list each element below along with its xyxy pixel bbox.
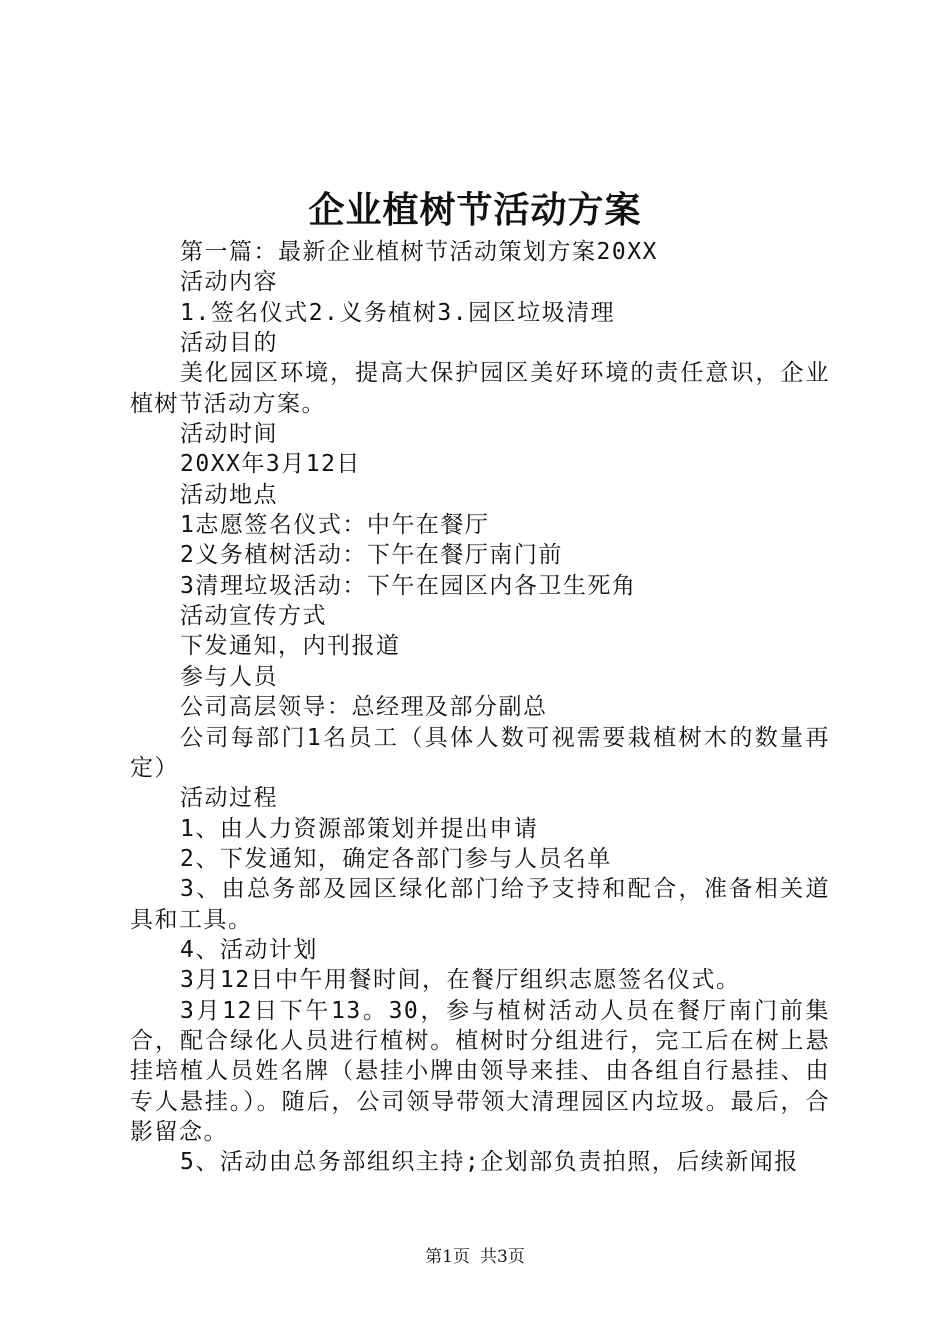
paragraph: 1志愿签名仪式：中午在餐厅 — [180, 512, 490, 539]
paragraph: 3、由总务部及园区绿化部门给予支持和配合，准备相关道具和工具。 — [130, 876, 830, 933]
paragraph: 2、下发通知，确定各部门参与人员名单 — [180, 845, 612, 872]
paragraph: 1、由人力资源部策划并提出申请 — [180, 815, 539, 842]
paragraph: 活动地点 — [180, 481, 278, 508]
paragraph: 参与人员 — [180, 663, 278, 690]
page-total: 共3页 — [480, 1247, 525, 1267]
paragraph: 1.签名仪式2.义务植树3.园区垃圾清理 — [180, 299, 616, 326]
document-title: 企业植树节活动方案 — [308, 189, 642, 231]
paragraph: 4、活动计划 — [180, 936, 318, 963]
paragraph: 美化园区环境，提高大保护园区美好环境的责任意识，企业植树节活动方案。 — [130, 360, 830, 417]
page-footer — [0, 1245, 950, 1269]
paragraph: 第一篇：最新企业植树节活动策划方案20XX — [180, 239, 658, 265]
paragraph: 公司高层领导：总经理及部分副总 — [180, 694, 548, 721]
paragraph: 5、活动由总务部组织主持;企划部负责拍照，后续新闻报 — [180, 1149, 799, 1176]
paragraph: 2义务植树活动：下午在餐厅南门前 — [180, 542, 563, 569]
paragraph: 下发通知，内刊报道 — [180, 633, 401, 660]
paragraph: 3清理垃圾活动：下午在园区内各卫生死角 — [180, 572, 637, 599]
paragraph: 3月12日中午用餐时间，在餐厅组织志愿签名仪式。 — [180, 967, 741, 994]
paragraph: 活动时间 — [180, 421, 278, 448]
paragraph: 活动目的 — [180, 330, 278, 357]
document-body — [130, 237, 830, 1178]
paragraph: 活动内容 — [180, 269, 278, 296]
paragraph: 活动宣传方式 — [180, 603, 327, 630]
paragraph: 公司每部门1名员工（具体人数可视需要栽植树木的数量再定） — [130, 724, 830, 781]
paragraph: 20XX年3月12日 — [180, 451, 361, 478]
paragraph: 3月12日下午13。30，参与植树活动人员在餐厅南门前集合，配合绿化人员进行植树。植树时分组进行，完工后在树上悬挂培植人员姓名牌（悬挂小牌由领导来挂、由各组自行悬挂、由专人悬挂。）。随后，公司领导带领大清理园区内垃圾。最后，合影留念。 — [130, 997, 830, 1145]
page-number: 第1页 — [425, 1247, 470, 1267]
paragraph: 活动过程 — [180, 785, 278, 812]
